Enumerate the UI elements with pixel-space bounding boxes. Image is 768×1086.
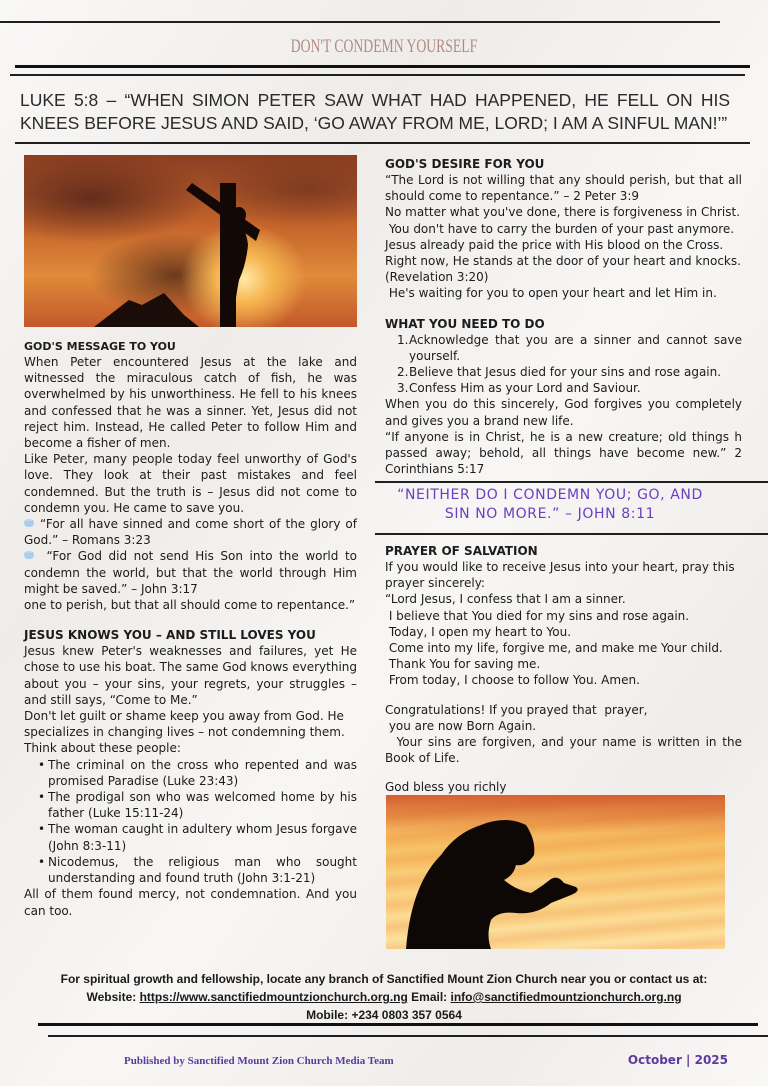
footer-rule-thin bbox=[48, 1035, 768, 1037]
title-rule-thick bbox=[15, 65, 750, 68]
step-item: 3. Confess Him as your Lord and Saviour. bbox=[397, 381, 641, 396]
footer-contact bbox=[0, 970, 768, 1024]
paragraph: Your sins are forgiven, and your name is written in the Book of Life. bbox=[385, 735, 746, 766]
paragraph: He's waiting for you to open your heart and let Him in. bbox=[385, 286, 717, 301]
blessing: God bless you richly bbox=[385, 780, 507, 795]
step-item: 1. Acknowledge that you are a sinner and cannot save yourself. bbox=[397, 332, 742, 363]
paragraph: Like Peter, many people today feel unworthy of God's love. They look at their past mistakes and feel condemned. But the truth is – Jesus did not come to condemn you. He came to save you. bbox=[24, 452, 357, 515]
scripture-quote bbox=[24, 516, 357, 548]
pull-quote-rule-bottom bbox=[375, 533, 768, 535]
right-column-top bbox=[385, 157, 742, 477]
issue-date: October | 2025 bbox=[627, 1053, 728, 1067]
publisher-credit: Published by Sanctified Mount Zion Church Media Team bbox=[124, 1055, 394, 1067]
paragraph: you are now Born Again. bbox=[385, 718, 537, 733]
paragraph: Don't let guilt or shame keep you away from God. He specializes in changing lives – not condemning them. bbox=[24, 709, 345, 740]
paragraph: Jesus already paid the price with His blood on the Cross. bbox=[385, 237, 724, 252]
list-item: • The criminal on the cross who repented and was promised Paradise (Luke 23:43) bbox=[38, 757, 357, 789]
paragraph: No matter what you've done, there is forgiveness in Christ. bbox=[385, 205, 741, 220]
paragraph: Think about these people: bbox=[24, 741, 181, 756]
website-label: Website: bbox=[86, 990, 137, 1004]
pull-quote-line-1: “NEITHER DO I CONDEMN YOU; GO, AND bbox=[397, 487, 703, 503]
email-link[interactable]: info@sanctifiedmountzionchurch.org.ng bbox=[450, 990, 682, 1004]
prayer-image bbox=[386, 795, 725, 949]
section-heading-prayer: PRAYER OF SALVATION bbox=[385, 544, 538, 558]
left-column bbox=[24, 340, 357, 919]
list-item: • Nicodemus, the religious man who sought understanding and found truth (John 3:1-21) bbox=[38, 854, 357, 886]
crucifix-silhouette bbox=[24, 155, 357, 327]
paragraph: If you would like to receive Jesus into your heart, pray this prayer sincerely: bbox=[385, 560, 735, 591]
prayer-line: I believe that You died for my sins and rose again. bbox=[385, 608, 690, 623]
crucifix-image bbox=[24, 155, 357, 327]
paragraph: When you do this sincerely, God forgives you completely and gives you a brand new life. bbox=[385, 397, 742, 428]
paragraph: All of them found mercy, not condemnation. And you can too. bbox=[24, 887, 357, 918]
website-link[interactable]: https://www.sanctifiedmountzionchurch.org.ng bbox=[139, 990, 408, 1004]
pull-quote bbox=[385, 486, 715, 524]
step-item: 2. Believe that Jesus died for your sins and rose again. bbox=[397, 365, 722, 380]
scripture-quote: “If anyone is in Christ, he is a new creature; old things h passed away; behold, all things have become new.” 2 Corinthians 5:17 bbox=[385, 429, 742, 477]
paragraph: one to perish, but that all should come to repentance.” bbox=[24, 598, 356, 613]
footer-rule-thick bbox=[38, 1023, 758, 1026]
scripture-quote bbox=[24, 548, 357, 597]
title-rule-thin bbox=[10, 74, 745, 76]
paragraph: Right now, He stands at the door of your heart and knocks. (Revelation 3:20) bbox=[385, 254, 741, 285]
list-item: • The prodigal son who was welcomed home by his father (Luke 15:11-24) bbox=[38, 789, 357, 821]
prayer-line: “Lord Jesus, I confess that I am a sinner. bbox=[385, 592, 626, 607]
prayer-line: Come into my life, forgive me, and make me Your child. bbox=[385, 641, 723, 656]
kneeling-silhouette bbox=[386, 795, 725, 949]
paragraph: Jesus knew Peter's weaknesses and failures, yet He chose to use his boat. The same God knows everything about you – your sins, your regrets, your struggles – and still says, “Come to Me.” bbox=[24, 644, 357, 707]
contact-links bbox=[0, 988, 768, 1006]
paragraph: “The Lord is not willing that any should perish, but that all should come to repentance.” – 2 Peter 3:9 bbox=[385, 173, 742, 204]
prayer-line: From today, I choose to follow You. Amen. bbox=[385, 673, 640, 688]
contact-intro: For spiritual growth and fellowship, locate any branch of Sanctified Mount Zion Church near you or contact us at: bbox=[60, 972, 708, 986]
section-heading-gods-desire: GOD'S DESIRE FOR YOU bbox=[385, 157, 545, 171]
paragraph: When Peter encountered Jesus at the lake and witnessed the miraculous catch of fish, he was overwhelmed by his unworthiness. He fell to his knees and confessed that he was a sinner. Yet, Jesus did not reject him. Instead, He called Peter to follow Him and become a fisher of men. bbox=[24, 355, 357, 451]
quote-text: “For all have sinned and come short of the glory of God.” – Romans 3:23 bbox=[24, 517, 357, 548]
list-item: • The woman caught in adultery whom Jesus forgave (John 8:3-11) bbox=[38, 821, 357, 853]
verse-rule bbox=[15, 142, 750, 144]
verse-heading: LUKE 5:8 – “WHEN SIMON PETER SAW WHAT HAD HAPPENED, HE FELL ON HIS KNEES BEFORE JESUS AND SAID, ‘GO AWAY FROM ME, LORD; I AM A SINFUL MAN!’” bbox=[20, 90, 730, 133]
email-label: Email: bbox=[411, 990, 448, 1004]
mobile-number: Mobile: +234 0803 357 0564 bbox=[306, 1008, 462, 1022]
steps-list bbox=[385, 332, 742, 397]
right-column-prayer bbox=[385, 544, 746, 796]
section-heading-what-to-do: WHAT YOU NEED TO DO bbox=[385, 316, 545, 331]
prayer-line: Today, I open my heart to You. bbox=[385, 624, 572, 639]
prayer-line: Thank You for saving me. bbox=[385, 657, 541, 672]
pull-quote-rule-top bbox=[375, 481, 768, 483]
paragraph: You don't have to carry the burden of your past anymore. bbox=[385, 221, 735, 236]
top-rule bbox=[0, 21, 720, 23]
section-heading-jesus-knows: JESUS KNOWS YOU – AND STILL LOVES YOU bbox=[24, 628, 316, 643]
section-heading-gods-message: GOD'S MESSAGE TO YOU bbox=[24, 340, 176, 353]
quote-text: “For God did not send His Son into the world to condemn the world, but that the world through Him might be saved.” – John 3:17 bbox=[24, 549, 357, 596]
speech-bubble-icon bbox=[24, 551, 34, 559]
speech-bubble-icon bbox=[24, 519, 34, 527]
pull-quote-line-2: SIN NO MORE.” – JOHN 8:11 bbox=[444, 506, 656, 522]
people-list bbox=[24, 757, 357, 887]
paragraph: Congratulations! If you prayed that prayer, bbox=[385, 702, 648, 717]
page-title: DON'T CONDEMN YOURSELF bbox=[290, 36, 478, 57]
